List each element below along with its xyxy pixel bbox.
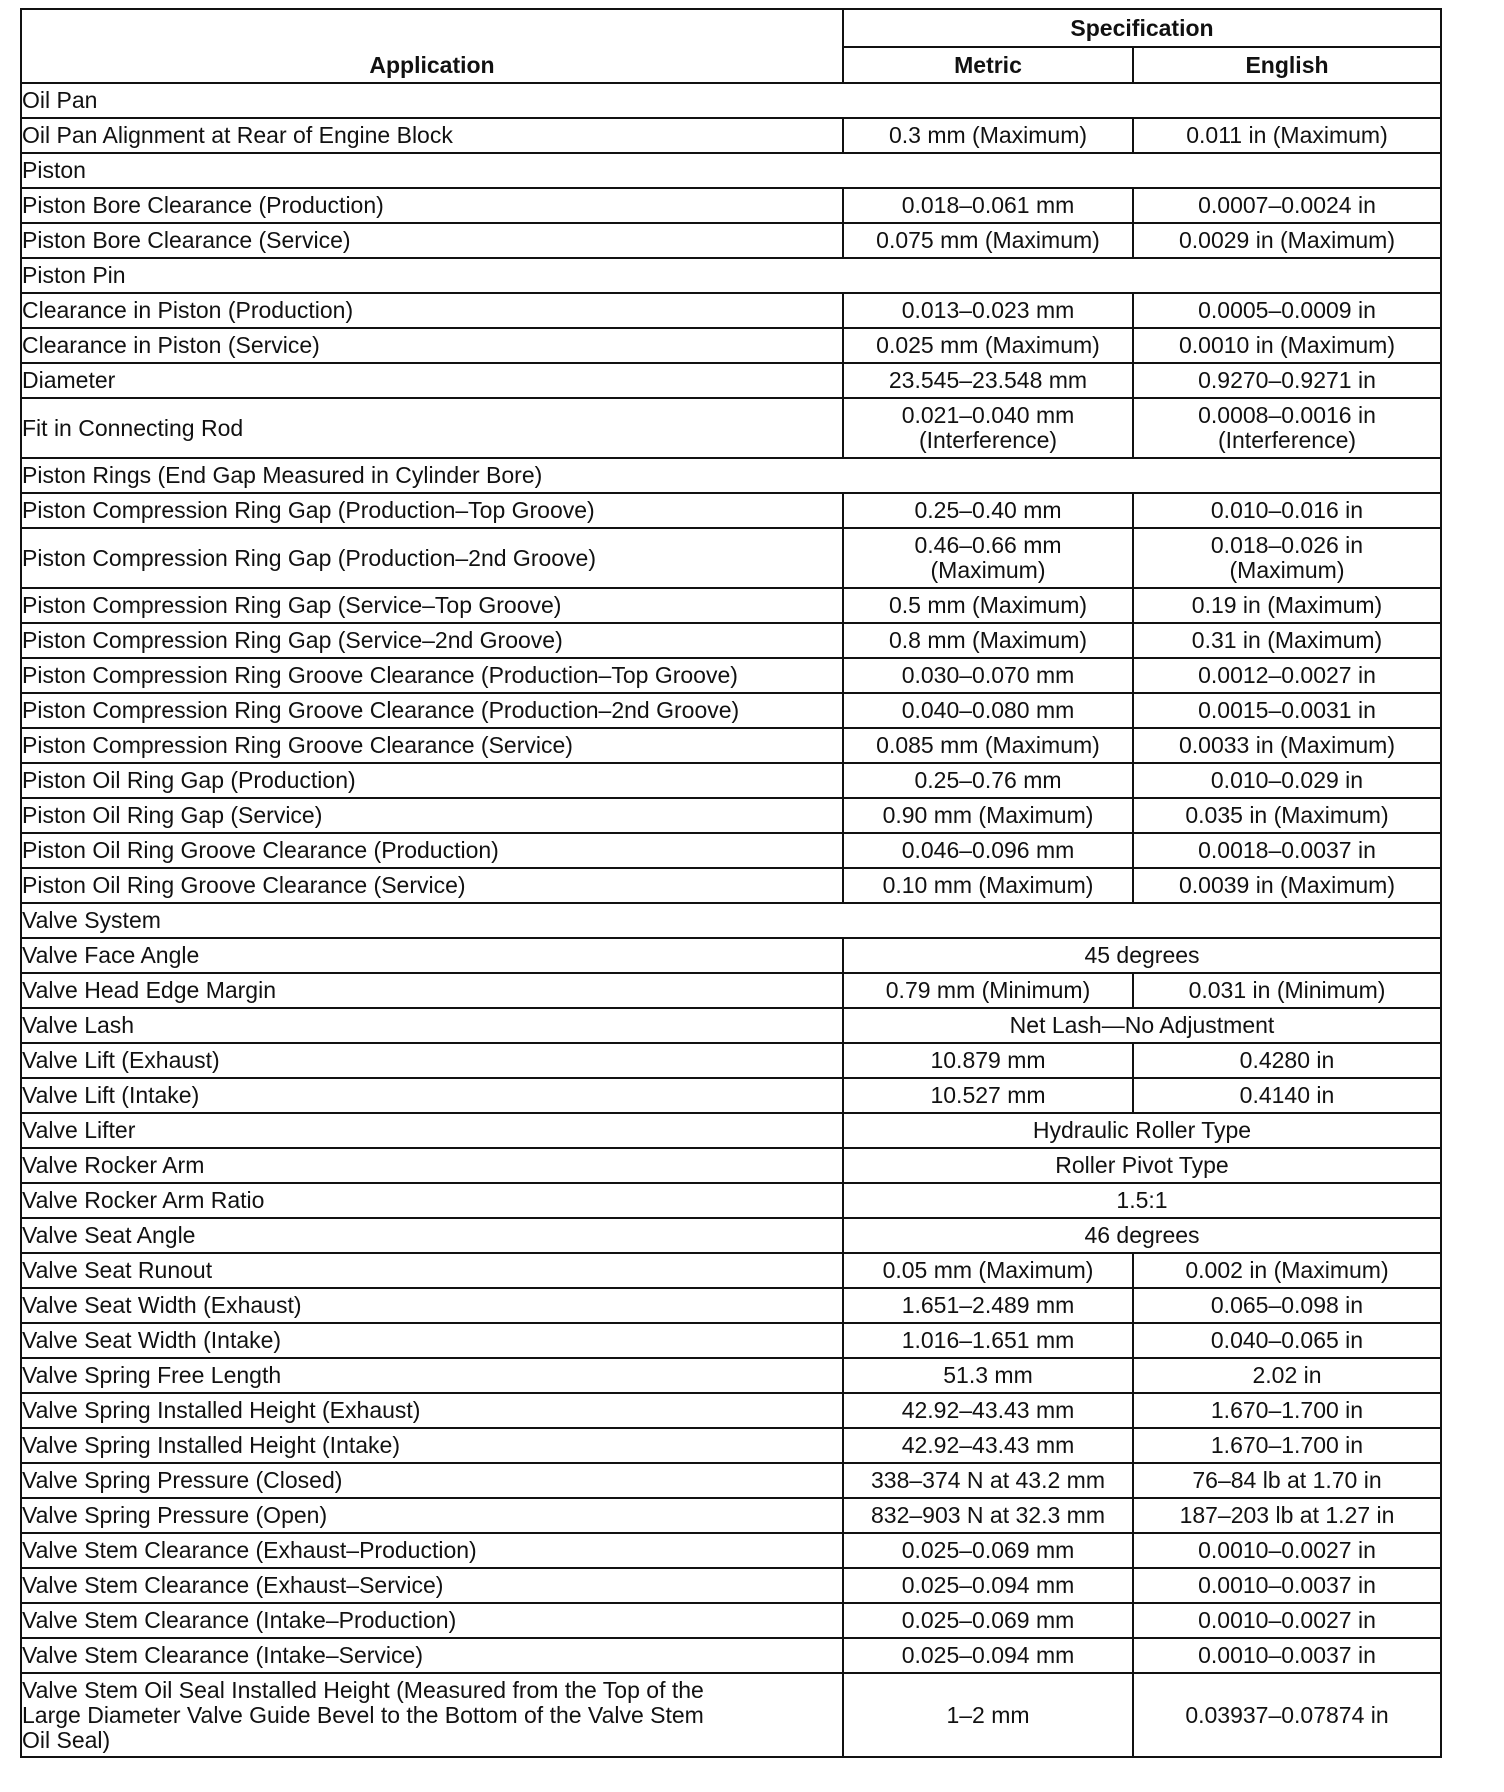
metric-cell: 338–374 N at 43.2 mm	[843, 1463, 1133, 1498]
application-cell: Valve Seat Width (Exhaust)	[21, 1288, 843, 1323]
english-cell: 0.0010–0.0027 in	[1133, 1603, 1441, 1638]
english-cell: 1.670–1.700 in	[1133, 1393, 1441, 1428]
english-cell: 0.4140 in	[1133, 1078, 1441, 1113]
metric-cell: 0.025–0.094 mm	[843, 1638, 1133, 1673]
table-row	[21, 1288, 1441, 1323]
english-cell: 0.010–0.029 in	[1133, 763, 1441, 798]
section-title: Piston	[21, 153, 1441, 188]
application-cell: Piston Compression Ring Gap (Service–Top Groove)	[21, 588, 843, 623]
spec-value-cell: 45 degrees	[843, 938, 1441, 973]
spec-value-cell: 1.5:1	[843, 1183, 1441, 1218]
english-cell: 0.040–0.065 in	[1133, 1323, 1441, 1358]
table-row	[21, 293, 1441, 328]
table-row	[21, 528, 1441, 588]
english-cell: 2.02 in	[1133, 1358, 1441, 1393]
metric-cell: 10.527 mm	[843, 1078, 1133, 1113]
section-row	[21, 458, 1441, 493]
application-cell: Valve Seat Angle	[21, 1218, 843, 1253]
table-row	[21, 763, 1441, 798]
application-cell: Valve Head Edge Margin	[21, 973, 843, 1008]
metric-cell: 0.90 mm (Maximum)	[843, 798, 1133, 833]
english-cell: 0.0005–0.0009 in	[1133, 293, 1441, 328]
application-cell: Piston Bore Clearance (Service)	[21, 223, 843, 258]
table-row	[21, 1393, 1441, 1428]
table-row	[21, 588, 1441, 623]
spec-value-cell: Net Lash—No Adjustment	[843, 1008, 1441, 1043]
section-row	[21, 258, 1441, 293]
metric-cell: 0.085 mm (Maximum)	[843, 728, 1133, 763]
table-row	[21, 1428, 1441, 1463]
application-cell: Piston Compression Ring Gap (Production–2nd Groove)	[21, 528, 843, 588]
english-cell: 0.0010–0.0037 in	[1133, 1568, 1441, 1603]
metric-cell: 0.025 mm (Maximum)	[843, 328, 1133, 363]
metric-cell: 1.016–1.651 mm	[843, 1323, 1133, 1358]
application-cell: Piston Oil Ring Groove Clearance (Production)	[21, 833, 843, 868]
metric-cell: 0.05 mm (Maximum)	[843, 1253, 1133, 1288]
application-cell: Valve Rocker Arm Ratio	[21, 1183, 843, 1218]
table-row	[21, 328, 1441, 363]
application-cell: Valve Spring Free Length	[21, 1358, 843, 1393]
english-cell: 0.0018–0.0037 in	[1133, 833, 1441, 868]
metric-cell: 0.25–0.40 mm	[843, 493, 1133, 528]
spec-value-cell: Roller Pivot Type	[843, 1148, 1441, 1183]
application-cell: Valve Lift (Intake)	[21, 1078, 843, 1113]
table-row	[21, 1603, 1441, 1638]
table-row	[21, 363, 1441, 398]
table-row	[21, 868, 1441, 903]
metric-cell: 0.075 mm (Maximum)	[843, 223, 1133, 258]
application-cell: Valve Spring Pressure (Open)	[21, 1498, 843, 1533]
application-cell: Valve Seat Width (Intake)	[21, 1323, 843, 1358]
metric-cell: 0.025–0.069 mm	[843, 1603, 1133, 1638]
english-cell: 0.0015–0.0031 in	[1133, 693, 1441, 728]
application-cell: Piston Compression Ring Groove Clearance (Service)	[21, 728, 843, 763]
english-cell: 0.010–0.016 in	[1133, 493, 1441, 528]
english-cell: 0.0010–0.0027 in	[1133, 1533, 1441, 1568]
table-row	[21, 1183, 1441, 1218]
table-row	[21, 1253, 1441, 1288]
application-cell: Piston Compression Ring Groove Clearance (Production–2nd Groove)	[21, 693, 843, 728]
metric-cell: 0.025–0.069 mm	[843, 1533, 1133, 1568]
table-row	[21, 188, 1441, 223]
metric-cell: 1.651–2.489 mm	[843, 1288, 1133, 1323]
application-cell: Valve Lifter	[21, 1113, 843, 1148]
metric-cell: 0.5 mm (Maximum)	[843, 588, 1133, 623]
application-cell: Valve Seat Runout	[21, 1253, 843, 1288]
english-cell: 0.031 in (Minimum)	[1133, 973, 1441, 1008]
section-title: Oil Pan	[21, 83, 1441, 118]
application-cell: Piston Oil Ring Gap (Service)	[21, 798, 843, 833]
table-row	[21, 1358, 1441, 1393]
table-row	[21, 1498, 1441, 1533]
table-row	[21, 1638, 1441, 1673]
english-cell: 0.0010 in (Maximum)	[1133, 328, 1441, 363]
english-cell: 0.011 in (Maximum)	[1133, 118, 1441, 153]
section-title: Piston Pin	[21, 258, 1441, 293]
application-cell: Piston Oil Ring Groove Clearance (Service)	[21, 868, 843, 903]
metric-header: Metric	[843, 47, 1133, 83]
table-row	[21, 833, 1441, 868]
metric-cell: 42.92–43.43 mm	[843, 1393, 1133, 1428]
table-row	[21, 1673, 1441, 1757]
section-title: Valve System	[21, 903, 1441, 938]
table-row	[21, 693, 1441, 728]
table-row	[21, 798, 1441, 833]
application-cell: Valve Spring Installed Height (Intake)	[21, 1428, 843, 1463]
english-cell: 0.0029 in (Maximum)	[1133, 223, 1441, 258]
table-row	[21, 223, 1441, 258]
metric-cell: 0.046–0.096 mm	[843, 833, 1133, 868]
application-cell: Valve Spring Installed Height (Exhaust)	[21, 1393, 843, 1428]
english-cell: 0.9270–0.9271 in	[1133, 363, 1441, 398]
table-row	[21, 1463, 1441, 1498]
application-cell: Piston Bore Clearance (Production)	[21, 188, 843, 223]
application-cell: Valve Lash	[21, 1008, 843, 1043]
specification-header: Specification	[843, 9, 1441, 47]
metric-cell: 832–903 N at 32.3 mm	[843, 1498, 1133, 1533]
application-cell: Valve Stem Clearance (Intake–Service)	[21, 1638, 843, 1673]
application-cell: Valve Lift (Exhaust)	[21, 1043, 843, 1078]
application-cell: Valve Rocker Arm	[21, 1148, 843, 1183]
application-cell: Valve Stem Clearance (Exhaust–Production)	[21, 1533, 843, 1568]
metric-cell: 51.3 mm	[843, 1358, 1133, 1393]
english-cell: 0.03937–0.07874 in	[1133, 1673, 1441, 1757]
application-cell: Piston Oil Ring Gap (Production)	[21, 763, 843, 798]
application-cell: Valve Stem Clearance (Intake–Production)	[21, 1603, 843, 1638]
metric-cell: 0.46–0.66 mm (Maximum)	[843, 528, 1133, 588]
section-row	[21, 903, 1441, 938]
metric-cell: 0.025–0.094 mm	[843, 1568, 1133, 1603]
table-row	[21, 1568, 1441, 1603]
metric-cell: 0.018–0.061 mm	[843, 188, 1133, 223]
english-cell: 1.670–1.700 in	[1133, 1428, 1441, 1463]
english-cell: 0.018–0.026 in (Maximum)	[1133, 528, 1441, 588]
spec-value-cell: 46 degrees	[843, 1218, 1441, 1253]
application-cell: Valve Stem Clearance (Exhaust–Service)	[21, 1568, 843, 1603]
metric-cell: 0.021–0.040 mm (Interference)	[843, 398, 1133, 458]
english-cell: 0.0007–0.0024 in	[1133, 188, 1441, 223]
application-cell: Piston Compression Ring Gap (Production–Top Groove)	[21, 493, 843, 528]
english-cell: 0.0010–0.0037 in	[1133, 1638, 1441, 1673]
table-row	[21, 398, 1441, 458]
metric-cell: 0.040–0.080 mm	[843, 693, 1133, 728]
application-cell: Diameter	[21, 363, 843, 398]
application-cell: Valve Stem Oil Seal Installed Height (Measured from the Top of the Large Diameter Valve Guide Bevel to the Bottom of the Valve Stem Oil Seal)	[21, 1673, 843, 1757]
table-row	[21, 1078, 1441, 1113]
table-row	[21, 658, 1441, 693]
metric-cell: 0.25–0.76 mm	[843, 763, 1133, 798]
table-row	[21, 1043, 1441, 1078]
table-row	[21, 118, 1441, 153]
metric-cell: 0.8 mm (Maximum)	[843, 623, 1133, 658]
table-row	[21, 1148, 1441, 1183]
english-cell: 0.002 in (Maximum)	[1133, 1253, 1441, 1288]
table-row	[21, 623, 1441, 658]
application-cell: Piston Compression Ring Gap (Service–2nd Groove)	[21, 623, 843, 658]
section-row	[21, 83, 1441, 118]
section-title: Piston Rings (End Gap Measured in Cylinder Bore)	[21, 458, 1441, 493]
application-cell: Piston Compression Ring Groove Clearance (Production–Top Groove)	[21, 658, 843, 693]
table-row	[21, 728, 1441, 763]
table-header	[21, 9, 1441, 83]
english-cell: 0.065–0.098 in	[1133, 1288, 1441, 1323]
english-header: English	[1133, 47, 1441, 83]
english-cell: 0.4280 in	[1133, 1043, 1441, 1078]
english-cell: 0.0033 in (Maximum)	[1133, 728, 1441, 763]
spec-value-cell: Hydraulic Roller Type	[843, 1113, 1441, 1148]
metric-cell: 10.879 mm	[843, 1043, 1133, 1078]
metric-cell: 0.030–0.070 mm	[843, 658, 1133, 693]
english-cell: 0.19 in (Maximum)	[1133, 588, 1441, 623]
metric-cell: 23.545–23.548 mm	[843, 363, 1133, 398]
metric-cell: 0.3 mm (Maximum)	[843, 118, 1133, 153]
english-cell: 0.0039 in (Maximum)	[1133, 868, 1441, 903]
metric-cell: 42.92–43.43 mm	[843, 1428, 1133, 1463]
table-row	[21, 1113, 1441, 1148]
english-cell: 0.0012–0.0027 in	[1133, 658, 1441, 693]
table-row	[21, 973, 1441, 1008]
application-cell: Fit in Connecting Rod	[21, 398, 843, 458]
application-cell: Oil Pan Alignment at Rear of Engine Block	[21, 118, 843, 153]
table-row	[21, 1008, 1441, 1043]
metric-cell: 0.79 mm (Minimum)	[843, 973, 1133, 1008]
english-cell: 0.035 in (Maximum)	[1133, 798, 1441, 833]
application-cell: Clearance in Piston (Service)	[21, 328, 843, 363]
table-body	[21, 83, 1441, 1757]
english-cell: 187–203 lb at 1.27 in	[1133, 1498, 1441, 1533]
metric-cell: 0.013–0.023 mm	[843, 293, 1133, 328]
table-row	[21, 1218, 1441, 1253]
metric-cell: 0.10 mm (Maximum)	[843, 868, 1133, 903]
table-row	[21, 938, 1441, 973]
section-row	[21, 153, 1441, 188]
specification-table	[20, 8, 1442, 1758]
table-row	[21, 493, 1441, 528]
english-cell: 76–84 lb at 1.70 in	[1133, 1463, 1441, 1498]
application-cell: Valve Spring Pressure (Closed)	[21, 1463, 843, 1498]
english-cell: 0.0008–0.0016 in (Interference)	[1133, 398, 1441, 458]
application-cell: Valve Face Angle	[21, 938, 843, 973]
application-cell: Clearance in Piston (Production)	[21, 293, 843, 328]
english-cell: 0.31 in (Maximum)	[1133, 623, 1441, 658]
table-row	[21, 1323, 1441, 1358]
metric-cell: 1–2 mm	[843, 1673, 1133, 1757]
table-row	[21, 1533, 1441, 1568]
application-header: Application	[21, 9, 843, 83]
